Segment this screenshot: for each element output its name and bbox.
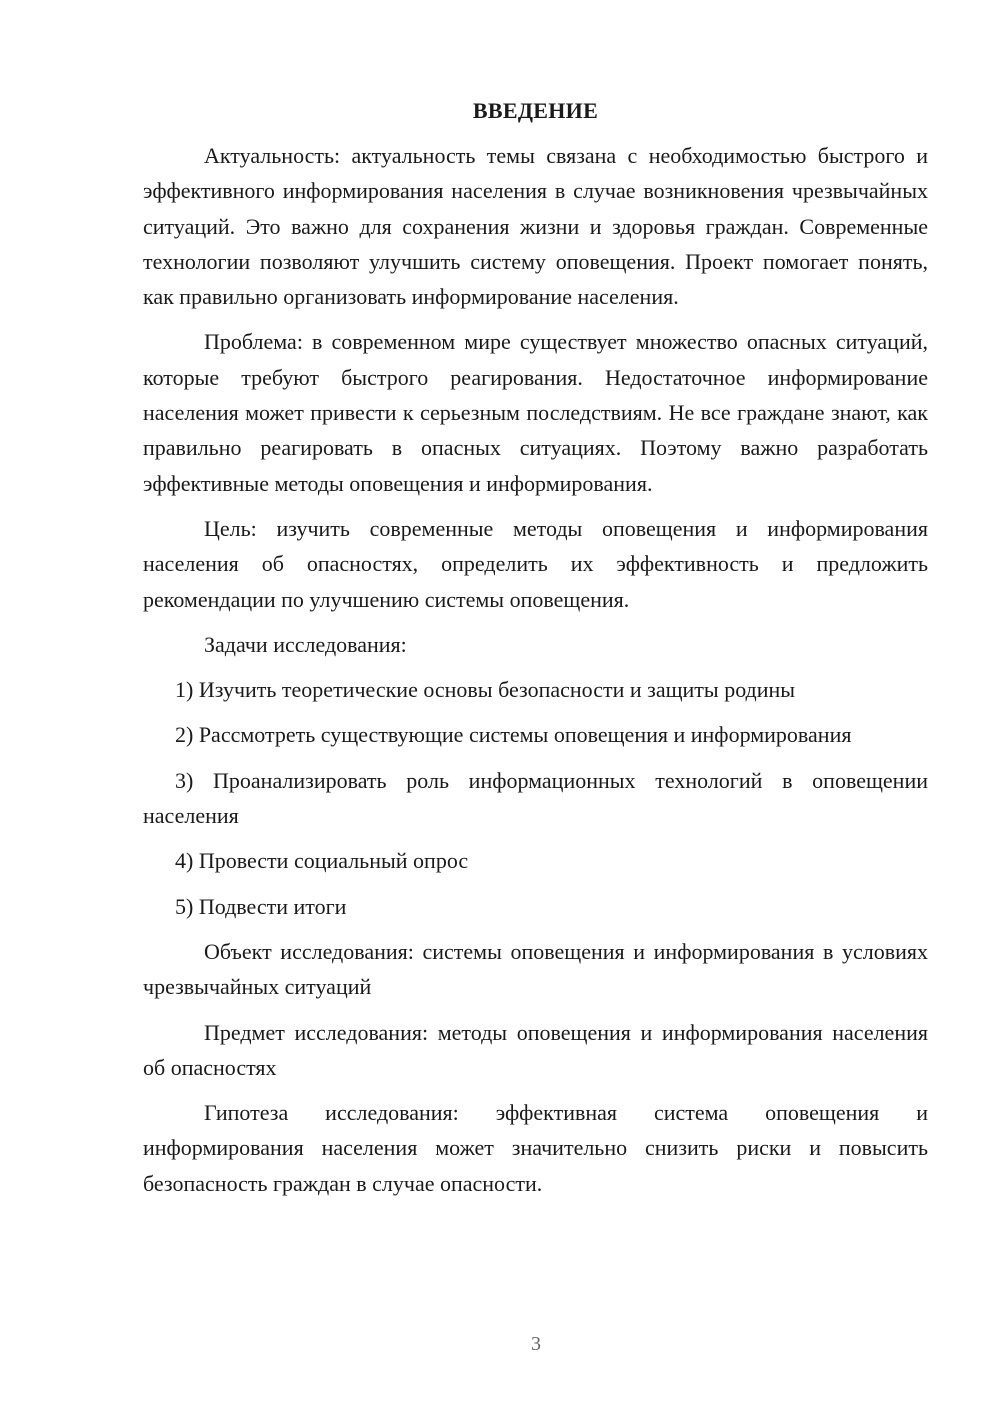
page-number: 3 — [531, 1333, 541, 1355]
page-title: ВВЕДЕНИЕ — [472, 98, 599, 123]
task-item-4: 4) Провести социальный опрос — [175, 848, 469, 874]
goal-paragraph: Цель: изучить современные методы оповещения и информирования населения об опасностях, определить их эффективность и предложить рекомендации по улучшению системы оповещения. — [143, 515, 928, 612]
hypothesis-paragraph: Гипотеза исследования: эффективная система оповещения и информирования населения может значительно снизить риски и повысить безопасность граждан в случае опасности. — [143, 1100, 928, 1196]
subject-paragraph: Предмет исследования: методы оповещения и информирования населения об опасностях — [143, 1019, 928, 1080]
task-item-2: 2) Рассмотреть существующие системы оповещения и информирования — [175, 722, 852, 748]
tasks-heading: Задачи исследования: — [204, 631, 407, 657]
task-item-5: 5) Подвести итоги — [175, 893, 347, 919]
actuality-paragraph: Актуальность: актуальность темы связана с необходимостью быстрого и эффективного информирования населения в случае возникновения чрезвычайных ситуаций. Это важно для сохранения жизни и здоровья граждан. Современные технологии позволяют улучшить систему оповещения. Проект помогает понять, как правильно организовать информирование населения. — [143, 143, 928, 310]
document-page — [143, 93, 928, 1211]
object-paragraph: Объект исследования: системы оповещения и информирования в условиях чрезвычайных ситуаций — [143, 938, 928, 1000]
problem-paragraph: Проблема: в современном мире существует множество опасных ситуаций, которые требуют быстрого реагирования. Недостаточное информирование населения может привести к серьезным последствиям. Не все граждане знают, как правильно реагировать в опасных ситуациях. Поэтому важно разработать эффективные методы оповещения и информирования. — [143, 329, 928, 496]
task-item-3: 3) Проанализировать роль информационных технологий в оповещении населения — [143, 767, 928, 829]
task-item-1: 1) Изучить теоретические основы безопасности и защиты родины — [175, 677, 796, 703]
